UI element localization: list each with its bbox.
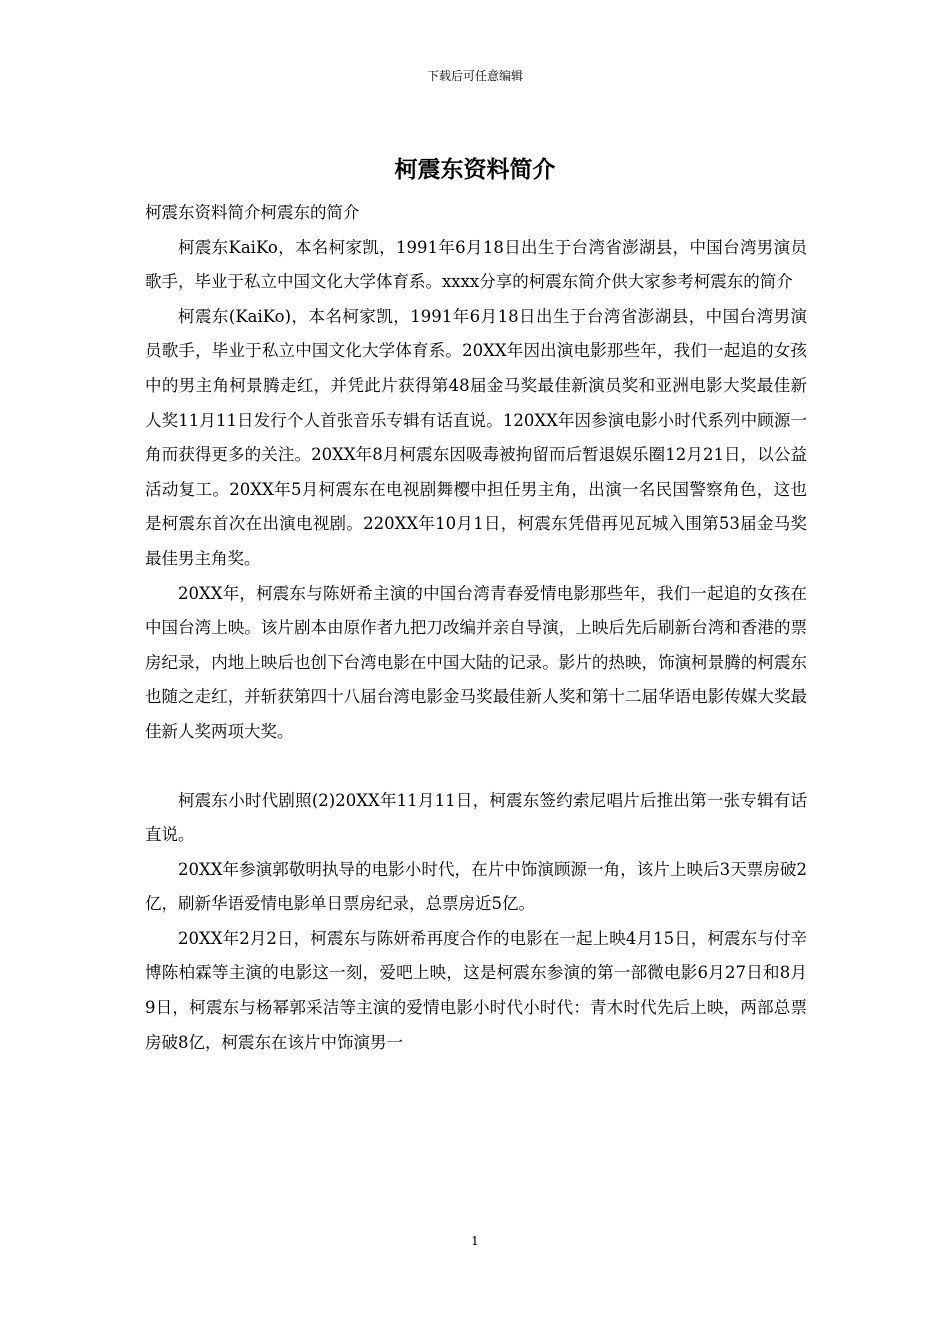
document-body bbox=[145, 196, 807, 1060]
page-number: 1 bbox=[471, 1234, 479, 1248]
paragraph-filmography: 20XX年2月2日，柯震东与陈妍希再度合作的电影在一起上映4月15日，柯震东与付辛博陈柏霖等主演的电影这一刻，爱吧上映，这是柯震东参演的第一部微电影6月27日和8月9日，柯震东与杨幂郭采洁等主演的爱情电影小时代小时代：青木时代先后上映，两部总票房破8亿，柯震东在该片中饰演男一 bbox=[145, 928, 807, 1052]
paragraph-intro: 柯震东KaiKo，本名柯家凯，1991年6月18日出生于台湾省澎湖县，中国台湾男演员歌手，毕业于私立中国文化大学体育系。xxxx分享的柯震东简介供大家参考柯震东的简介 bbox=[145, 237, 807, 292]
document-title: 柯震东资料简介 bbox=[394, 156, 556, 183]
paragraph-subtitle: 柯震东资料简介柯震东的简介 bbox=[145, 203, 360, 222]
paragraph-biography: 柯震东(KaiKo)，本名柯家凯，1991年6月18日出生于台湾省澎湖县，中国台湾男演员歌手，毕业于私立中国文化大学体育系。20XX年因出演电影那些年，我们一起追的女孩中的男主角柯景腾走红，并凭此片获得第48届金马奖最佳新演员奖和亚洲电影大奖最佳新人奖11月11日发行个人首张音乐专辑有话直说。120XX年因参演电影小时代系列中顾源一角而获得更多的关注。20XX年8月柯震东因吸毒被拘留而后暂退娱乐圈12月21日，以公益活动复工。20XX年5月柯震东在电视剧舞樱中担任男主角，出演一名民国警察角色，这也是柯震东首次在出演电视剧。220XX年10月1日，柯震东凭借再见瓦城入围第53届金马奖最佳男主角奖。 bbox=[145, 306, 807, 568]
paragraph-album: 柯震东小时代剧照(2)20XX年11月11日，柯震东签约索尼唱片后推出第一张专辑有话直说。 bbox=[145, 790, 807, 845]
header-note: 下载后可任意编辑 bbox=[426, 69, 523, 83]
paragraph-film-debut: 20XX年，柯震东与陈妍希主演的中国台湾青春爱情电影那些年，我们一起追的女孩在中国台湾上映。该片剧本由原作者九把刀改编并亲自导演，上映后先后刷新台湾和香港的票房纪录，内地上映后也创下台湾电影在中国大陆的记录。影片的热映，饰演柯景腾的柯震东也随之走红，并斩获第四十八届台湾电影金马奖最佳新人奖和第十二届华语电影传媒大奖最佳新人奖两项大奖。 bbox=[145, 583, 807, 741]
paragraph-tiny-times: 20XX年参演郭敬明执导的电影小时代，在片中饰演顾源一角，该片上映后3天票房破2亿，刷新华语爱情电影单日票房纪录，总票房近5亿。 bbox=[145, 859, 807, 914]
